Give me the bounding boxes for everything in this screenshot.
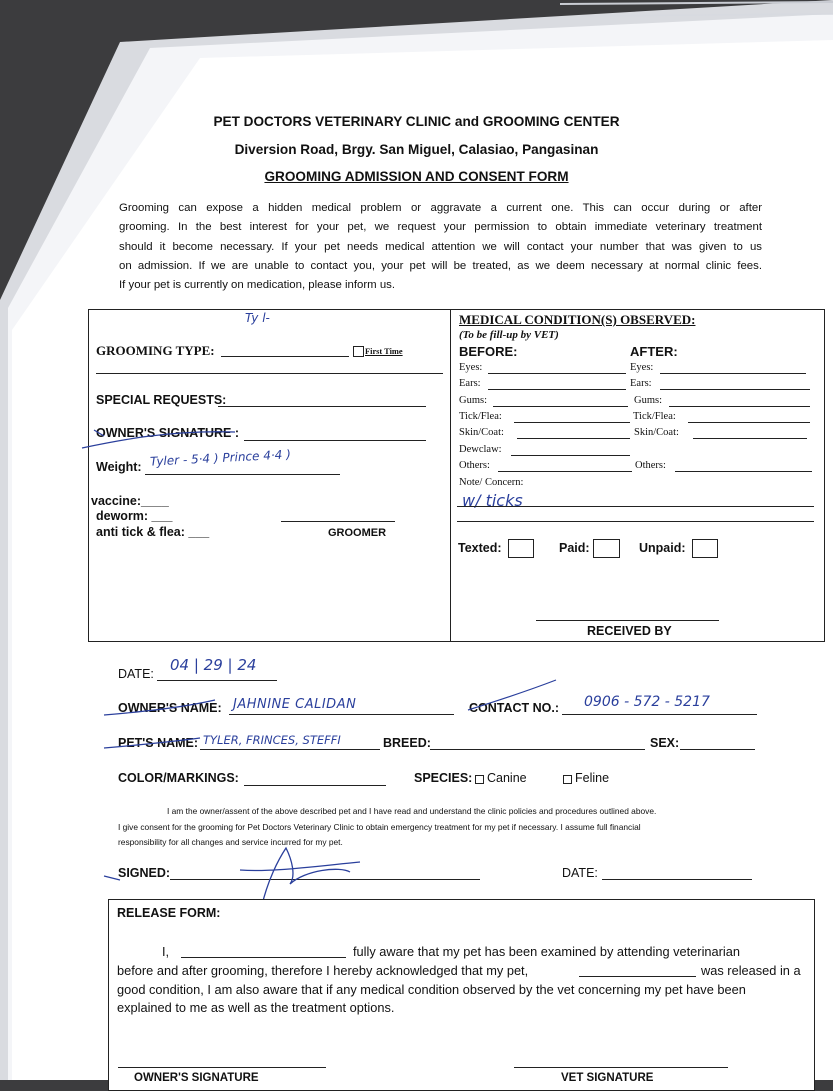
unpaid-label: Unpaid: — [639, 541, 686, 555]
contact-handwriting: 0906 - 572 - 5217 — [584, 694, 710, 710]
before-eyes-label: Eyes: — [459, 362, 483, 373]
note-handwriting: w/ ticks — [462, 491, 523, 510]
intro-line: grooming. In the best interest for your pet, we request your permission to obtain immediate veterinary treatment — [119, 221, 762, 234]
breed-label: BREED: — [383, 736, 431, 750]
release-pet-name-field[interactable] — [579, 976, 696, 977]
medical-subtitle: (To be fill-up by VET) — [459, 329, 559, 341]
owner-name-pen-stroke — [104, 700, 215, 715]
form-title: GROOMING ADMISSION AND CONSENT FORM — [264, 169, 569, 184]
feline-label: Feline — [575, 771, 610, 785]
release-line-3: good condition, I am also aware that if any medical condition observed by the vet concerning my pet have been — [117, 982, 746, 997]
sex-label: SEX: — [650, 736, 680, 750]
grooming-type-label: GROOMING TYPE: — [96, 343, 215, 358]
after-gums-label: Gums: — [634, 395, 663, 406]
before-ears-label: Ears: — [459, 378, 481, 389]
dewclaw-label: Dewclaw: — [459, 444, 502, 455]
intro-line: on admission. If we are unable to contact you, your pet will be treated, as we deem necessary at normal clinic fees. — [119, 259, 762, 272]
vaccine-label: vaccine:____ — [91, 494, 169, 508]
signature-owner-ink — [240, 848, 360, 905]
owner-name-handwriting: JAHNINE CALIDAN — [233, 697, 357, 712]
release-line-2a: before and after grooming, therefore I hereby acknowledged that my pet, — [117, 963, 529, 978]
release-vet-signature-label: VET SIGNATURE — [561, 1072, 654, 1084]
signed-label: SIGNED: — [118, 866, 171, 880]
owner-name-label: OWNER'S NAME: — [118, 701, 222, 715]
before-skincoat-label: Skin/Coat: — [459, 427, 504, 438]
received-by-label: RECEIVED BY — [587, 624, 672, 638]
species-label: SPECIES: — [414, 771, 473, 785]
medical-title: MEDICAL CONDITION(S) OBSERVED: — [459, 312, 696, 327]
release-line-1a: I, — [162, 944, 170, 959]
signed-tick-mark — [104, 876, 120, 880]
pet-name-label: PET'S NAME: — [118, 736, 199, 750]
after-skincoat-label: Skin/Coat: — [634, 427, 679, 438]
weight-pen-stroke — [82, 432, 235, 448]
before-others-label: Others: — [459, 460, 490, 471]
consent-date-label: DATE: — [562, 866, 598, 880]
antitick-label: anti tick & flea: ___ — [96, 525, 210, 539]
paid-label: Paid: — [559, 541, 590, 555]
release-line-4: explained to me as well as the treatment options. — [117, 1000, 395, 1015]
clinic-address: Diversion Road, Brgy. San Miguel, Calasiao, Pangasinan — [234, 142, 599, 157]
texted-label: Texted: — [458, 541, 502, 555]
after-others-label: Others: — [635, 460, 666, 471]
release-title: RELEASE FORM: — [117, 906, 221, 920]
contact-label: CONTACT NO.: — [469, 701, 560, 715]
date-handwriting: 04 | 29 | 24 — [170, 656, 257, 674]
release-vet-signature-line[interactable] — [514, 1067, 728, 1068]
release-owner-name-field[interactable] — [181, 957, 346, 958]
after-eyes-label: Eyes: — [630, 362, 654, 373]
clinic-name: PET DOCTORS VETERINARY CLINIC and GROOMING CENTER — [213, 114, 620, 129]
canine-label: Canine — [487, 771, 527, 785]
after-label: AFTER: — [630, 344, 678, 359]
consent-line-3: responsibility for all changes and service incurred for my pet. — [118, 837, 343, 847]
release-line-2b: was released in a — [701, 963, 801, 978]
intro-line: If your pet is currently on medication, please inform us. — [119, 279, 396, 292]
color-label: COLOR/MARKINGS: — [118, 771, 239, 785]
intro-line: Grooming can expose a hidden medical problem or aggravate a current one. This can occur during or after — [119, 202, 762, 214]
deworm-label: deworm: ___ — [96, 509, 173, 523]
before-label: BEFORE: — [459, 344, 518, 359]
note-label: Note/ Concern: — [459, 477, 524, 488]
contact-pen-stroke — [468, 680, 556, 710]
consent-line-2: I give consent for the grooming for Pet Doctors Veterinary Clinic to obtain emergency treatment for my pet if necessary. I assume full financial — [118, 822, 641, 832]
owner-sig-tick-mark — [94, 430, 104, 436]
release-line-1b: fully aware that my pet has been examined by attending veterinarian — [353, 944, 740, 959]
date-label: DATE: — [118, 667, 154, 681]
owner-signature-label: OWNER'S SIGNATURE : — [96, 426, 240, 440]
groomer-label: GROOMER — [328, 527, 387, 539]
first-time-label: First Time — [365, 347, 403, 356]
before-gums-label: Gums: — [459, 395, 488, 406]
after-ears-label: Ears: — [630, 378, 652, 389]
grooming-type-handwriting: Ty l- — [245, 311, 270, 325]
pet-name-handwriting: TYLER, FRINCES, STEFFI — [203, 733, 341, 747]
after-tickflea-label: Tick/Flea: — [633, 411, 676, 422]
consent-line-1: I am the owner/assent of the above described pet and I have read and understand the clinic policies and procedures outlined above. — [167, 806, 657, 816]
release-owner-signature-label: OWNER'S SIGNATURE — [134, 1072, 259, 1084]
intro-line: should it become necessary. If your pet needs medical attention we will contact your number that was given to us — [119, 240, 762, 253]
weight-handwriting: Tyler - 5·4 ) Prince 4·4 ) — [149, 447, 292, 469]
special-requests-label: SPECIAL REQUESTS: — [96, 393, 227, 407]
release-owner-signature-line[interactable] — [118, 1067, 326, 1068]
before-tickflea-label: Tick/Flea: — [459, 411, 502, 422]
weight-label: Weight: — [96, 460, 142, 474]
pet-name-pen-stroke — [104, 738, 200, 748]
